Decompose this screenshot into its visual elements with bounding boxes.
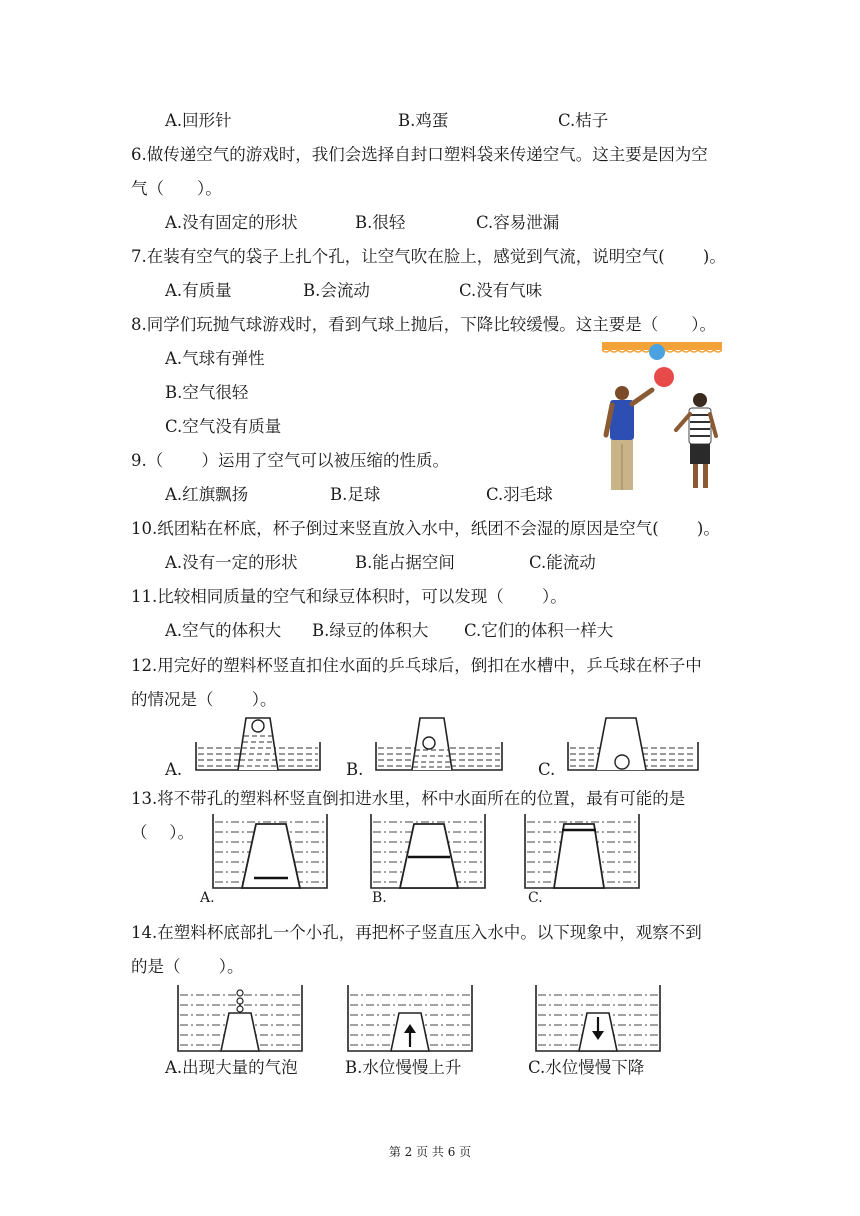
q14-stem-line1: 14.在塑料杯底部扎一个小孔，再把杯子竖直压入水中。以下现象中，观察不到 xyxy=(131,923,702,942)
q6-stem-line2: 气（ ）。 xyxy=(131,179,222,198)
red-balloon xyxy=(654,367,674,387)
q14-stem-line2: 的是（ ）。 xyxy=(131,957,244,976)
q14-diagram-c xyxy=(533,983,663,1053)
q14-diagram-a xyxy=(175,983,305,1053)
q14-option-c: C.水位慢慢下降 xyxy=(528,1058,645,1077)
q6-option-c: C.容易泄漏 xyxy=(476,213,560,232)
q7-option-b: B.会流动 xyxy=(303,281,370,300)
q13-stem-line1: 13.将不带孔的塑料杯竖直倒扣进水里，杯中水面所在的位置，最有可能的是 xyxy=(131,789,686,808)
q6-option-a: A.没有固定的形状 xyxy=(165,213,298,232)
q10-option-a: A.没有一定的形状 xyxy=(165,553,298,572)
q13-option-a: A. xyxy=(200,890,215,906)
q9-option-a: A.红旗飘扬 xyxy=(165,485,249,504)
q13-option-b: B. xyxy=(372,890,387,906)
q7-option-c: C.没有气味 xyxy=(459,281,543,300)
q7-option-a: A.有质量 xyxy=(165,281,232,300)
q13-diagram-c xyxy=(522,812,642,890)
q9-option-b: B.足球 xyxy=(330,485,381,504)
q12-stem-line1: 12.用完好的塑料杯竖直扣住水面的乒乓球后，倒扣在水槽中，乒乓球在杯子中 xyxy=(131,656,702,675)
q8-option-b: B.空气很轻 xyxy=(165,383,249,402)
q10-stem: 10.纸团粘在杯底，杯子倒过来竖直放入水中，纸团不会湿的原因是空气( )。 xyxy=(131,519,720,538)
q13-diagram-a xyxy=(210,812,330,890)
q10-option-c: C.能流动 xyxy=(529,553,596,572)
q11-option-a: A.空气的体积大 xyxy=(165,621,282,640)
q11-option-c: C.它们的体积一样大 xyxy=(464,621,614,640)
q11-stem: 11.比较相同质量的空气和绿豆体积时，可以发现（ ）。 xyxy=(131,587,567,606)
q12-diagram-b xyxy=(374,716,504,774)
q14-diagram-b xyxy=(345,983,475,1053)
q7-stem: 7.在装有空气的袋子上扎个孔，让空气吹在脸上，感觉到气流，说明空气( )。 xyxy=(131,247,726,266)
q14-option-b: B.水位慢慢上升 xyxy=(345,1058,462,1077)
q5-option-c: C.桔子 xyxy=(558,111,609,130)
q14-option-a: A.出现大量的气泡 xyxy=(165,1058,298,1077)
q9-stem: 9.（ ）运用了空气可以被压缩的性质。 xyxy=(131,451,449,470)
q10-option-b: B.能占据空间 xyxy=(355,553,455,572)
q5-option-b: B.鸡蛋 xyxy=(398,111,449,130)
q12-diagram-c xyxy=(566,716,700,774)
blue-balloon xyxy=(649,344,665,360)
page-footer: 第 2 页 共 6 页 xyxy=(388,1145,472,1159)
q8-option-a: A.气球有弹性 xyxy=(165,349,265,368)
q8-stem: 8.同学们玩抛气球游戏时，看到气球上抛后，下降比较缓慢。这主要是（ ）。 xyxy=(131,315,716,334)
q12-option-c: C. xyxy=(538,760,556,779)
q6-option-b: B.很轻 xyxy=(355,213,406,232)
q8-option-c: C.空气没有质量 xyxy=(165,417,282,436)
q12-diagram-a xyxy=(194,716,322,774)
q11-option-b: B.绿豆的体积大 xyxy=(312,621,429,640)
q5-option-a: A.回形针 xyxy=(165,111,232,130)
q9-option-c: C.羽毛球 xyxy=(486,485,553,504)
q12-stem-line2: 的情况是（ ）。 xyxy=(131,690,277,709)
q13-stem-line2: （ ）。 xyxy=(131,823,194,842)
q12-option-a: A. xyxy=(165,760,183,779)
balloon-game-photo xyxy=(600,340,724,494)
q13-diagram-b xyxy=(368,812,488,890)
q6-stem-line1: 6.做传递空气的游戏时，我们会选择自封口塑料袋来传递空气。这主要是因为空 xyxy=(131,145,708,164)
q12-option-b: B. xyxy=(346,760,364,779)
q13-option-c: C. xyxy=(528,890,543,906)
